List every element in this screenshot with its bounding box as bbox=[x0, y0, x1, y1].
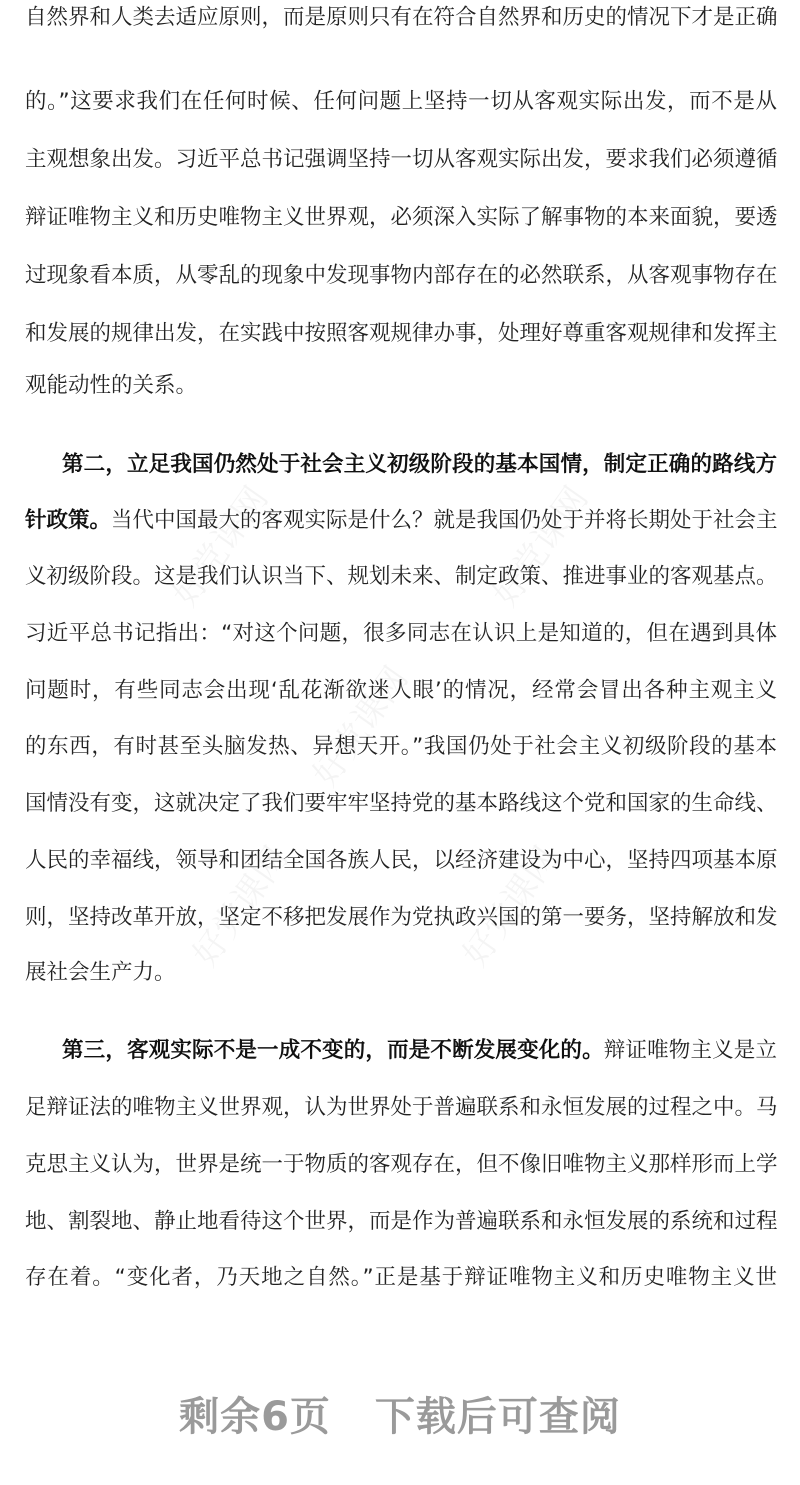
body-text: 习近平总书记指出：“对这个问题，很多同志在认识上是知道的，但在遇到具体 bbox=[25, 621, 777, 646]
body-text: 义初级阶段。这是我们认识当下、规划未来、制定政策、推进事业的客观基点。 bbox=[25, 564, 778, 589]
paragraph-3-line bbox=[25, 1263, 777, 1293]
body-text: 人民的幸福线，领导和团结全国各族人民，以经济建设为中心，坚持四项基本原 bbox=[25, 848, 778, 873]
paragraph-1-line bbox=[25, 261, 777, 291]
paragraph-2-line bbox=[25, 732, 777, 762]
paragraph-2-line bbox=[25, 846, 777, 876]
body-text: 辩证唯物主义和历史唯物主义世界观，必须深入实际了解事物的本来面貌，要透 bbox=[25, 205, 778, 230]
body-text: 足辩证法的唯物主义世界观，认为世界处于普遍联系和永恒发展的过程之中。马 bbox=[25, 1095, 778, 1120]
body-text: 的。”这要求我们在任何时候、任何问题上坚持一切从客观实际出发，而不是从 bbox=[25, 89, 777, 114]
body-text: 观能动性的关系。 bbox=[25, 373, 198, 398]
body-text: 过现象看本质，从零乱的现象中发现事物内部存在的必然联系，从客观事物存在 bbox=[25, 263, 778, 288]
paragraph-1-line bbox=[25, 3, 777, 33]
paragraph-1-line bbox=[25, 145, 777, 175]
paragraph-2-line bbox=[25, 506, 777, 536]
paragraph-3-line bbox=[25, 1150, 777, 1180]
bold-heading-text: 针政策。 bbox=[25, 508, 112, 533]
paragraph-2-line bbox=[25, 562, 777, 592]
body-text: 自然界和人类去适应原则，而是原则只有在符合自然界和历史的情况下才是正确 bbox=[25, 5, 778, 30]
body-text: 和发展的规律出发，在实践中按照客观规律办事，处理好尊重客观规律和发挥主 bbox=[25, 321, 778, 346]
remaining-pages-label: 剩余6页 bbox=[179, 1394, 331, 1440]
paragraph-1-line bbox=[25, 203, 777, 233]
paragraph-2-line bbox=[25, 676, 777, 706]
body-text: 当代中国最大的客观实际是什么？就是我国仍处于并将长期处于社会主 bbox=[111, 508, 778, 533]
paragraph-1-line bbox=[25, 319, 777, 349]
paragraph-2-line bbox=[25, 619, 777, 649]
body-text: 国情没有变，这就决定了我们要牢牢坚持党的基本路线这个党和国家的生命线、 bbox=[25, 791, 778, 816]
body-text: 主观想象出发。习近平总书记强调坚持一切从客观实际出发，要求我们必须遵循 bbox=[25, 147, 778, 172]
download-prompt[interactable] bbox=[0, 1385, 800, 1442]
body-text: 则，坚持改革开放，坚定不移把发展作为党执政兴国的第一要务，坚持解放和发 bbox=[25, 905, 778, 930]
bold-heading-text: 第二，立足我国仍然处于社会主义初级阶段的基本国情，制定正确的路线方 bbox=[62, 452, 777, 477]
paragraph-1-line bbox=[25, 371, 777, 401]
body-text: 地、割裂地、静止地看待这个世界，而是作为普遍联系和永恒发展的系统和过程 bbox=[25, 1209, 778, 1234]
paragraph-1-line bbox=[25, 87, 777, 117]
paragraph-3-line bbox=[25, 1207, 777, 1237]
paragraph-3-line bbox=[25, 1093, 777, 1123]
body-text: 的东西，有时甚至头脑发热、异想天开。”我国仍处于社会主义初级阶段的基本 bbox=[25, 734, 777, 759]
body-text: 克思主义认为，世界是统一于物质的客观存在，但不像旧唯物主义那样形而上学 bbox=[25, 1152, 778, 1177]
paragraph-2-line bbox=[62, 450, 777, 480]
watermark bbox=[159, 475, 277, 615]
body-text: 问题时，有些同志会出现‘乱花渐欲迷人眼’的情况，经常会冒出各种主观主义 bbox=[25, 678, 777, 703]
paragraph-2-line bbox=[25, 789, 777, 819]
paragraph-2-line bbox=[25, 903, 777, 933]
bold-heading-text: 第三，客观实际不是一成不变的，而是不断发展变化的。 bbox=[62, 1038, 604, 1063]
watermark bbox=[479, 475, 597, 615]
body-text: 辩证唯物主义是立 bbox=[603, 1038, 777, 1063]
body-text: 展社会生产力。 bbox=[25, 960, 176, 985]
body-text: 存在着。“变化者，乃天地之自然。”正是基于辩证唯物主义和历史唯物主义世 bbox=[25, 1265, 777, 1290]
paragraph-2-line bbox=[25, 958, 777, 988]
paragraph-3-line bbox=[62, 1036, 777, 1066]
download-to-view-label[interactable]: 下载后可查阅 bbox=[374, 1394, 621, 1440]
